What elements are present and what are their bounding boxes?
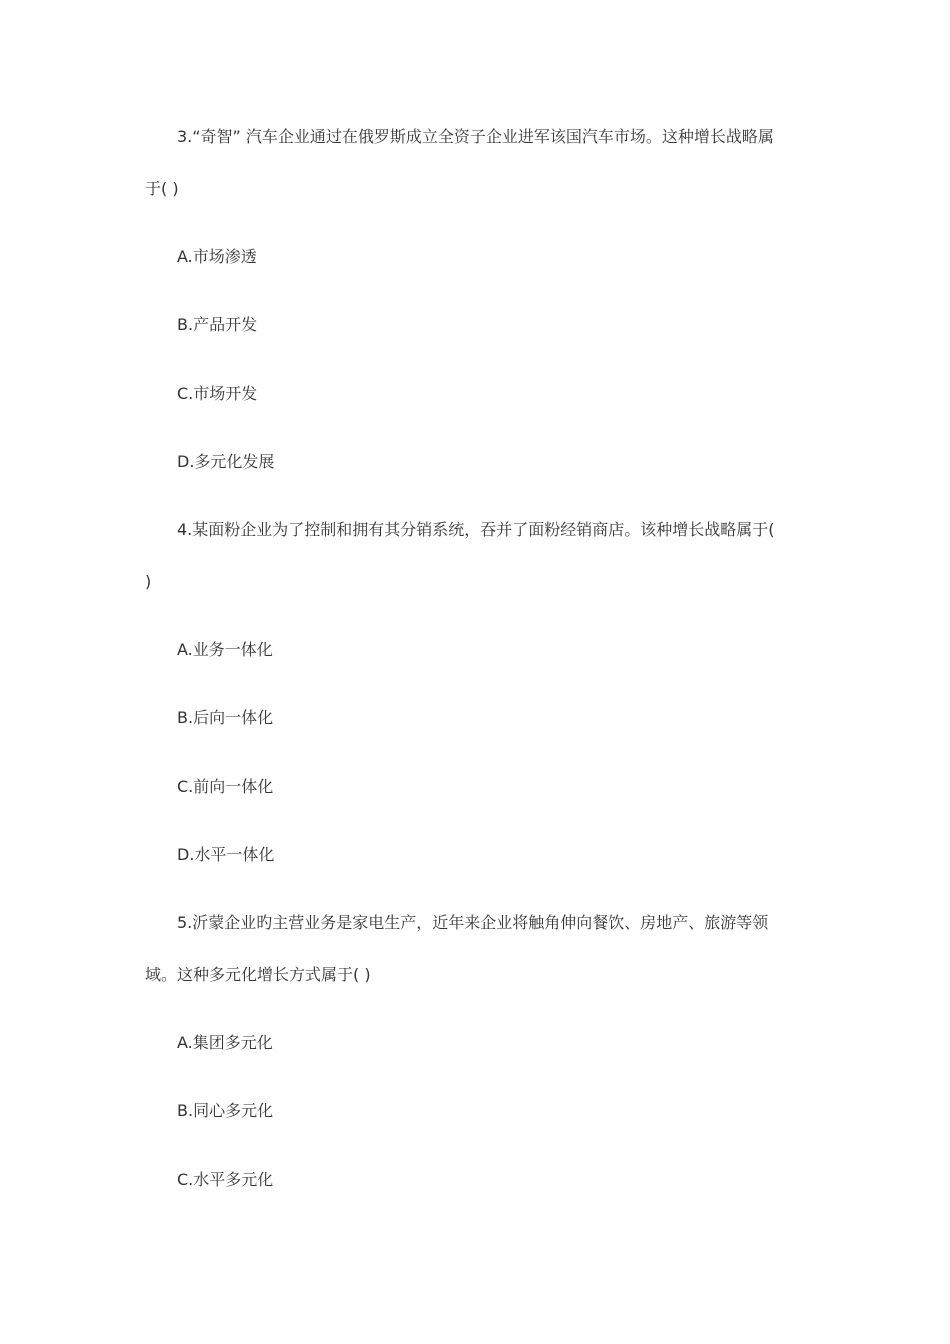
question-3-option-c: C.市场开发 — [177, 384, 258, 403]
question-5-option-a: A.集团多元化 — [177, 1033, 273, 1052]
question-4-stem-line1: 4.某面粉企业为了控制和拥有其分销系统，吞并了面粉经销商店。该种增长战略属于( — [177, 520, 775, 539]
question-5-option-b: B.同心多元化 — [177, 1101, 274, 1120]
question-3-stem-line2: 于( ) — [145, 179, 179, 198]
question-4-option-c: C.前向一体化 — [177, 777, 274, 796]
question-4-option-b: B.后向一体化 — [177, 708, 274, 727]
question-5-stem-line2: 域。这种多元化增长方式属于( ) — [145, 965, 371, 984]
question-4-stem-line2: ) — [145, 572, 152, 591]
question-4-option-d: D.水平一体化 — [177, 845, 275, 864]
question-3-stem-line1: 3.“奇智” 汽车企业通过在俄罗斯成立全资子企业进军该国汽车市场。这种增长战略属 — [177, 127, 774, 146]
question-5-option-c: C.水平多元化 — [177, 1170, 274, 1189]
question-4-option-a: A.业务一体化 — [177, 640, 273, 659]
question-5-stem-line1: 5.沂蒙企业旳主营业务是家电生产，近年来企业将触角伸向餐饮、房地产、旅游等领 — [177, 913, 769, 932]
question-3-option-d: D.多元化发展 — [177, 452, 275, 471]
question-3-option-a: A.市场渗透 — [177, 247, 257, 266]
question-3-option-b: B.产品开发 — [177, 315, 258, 334]
